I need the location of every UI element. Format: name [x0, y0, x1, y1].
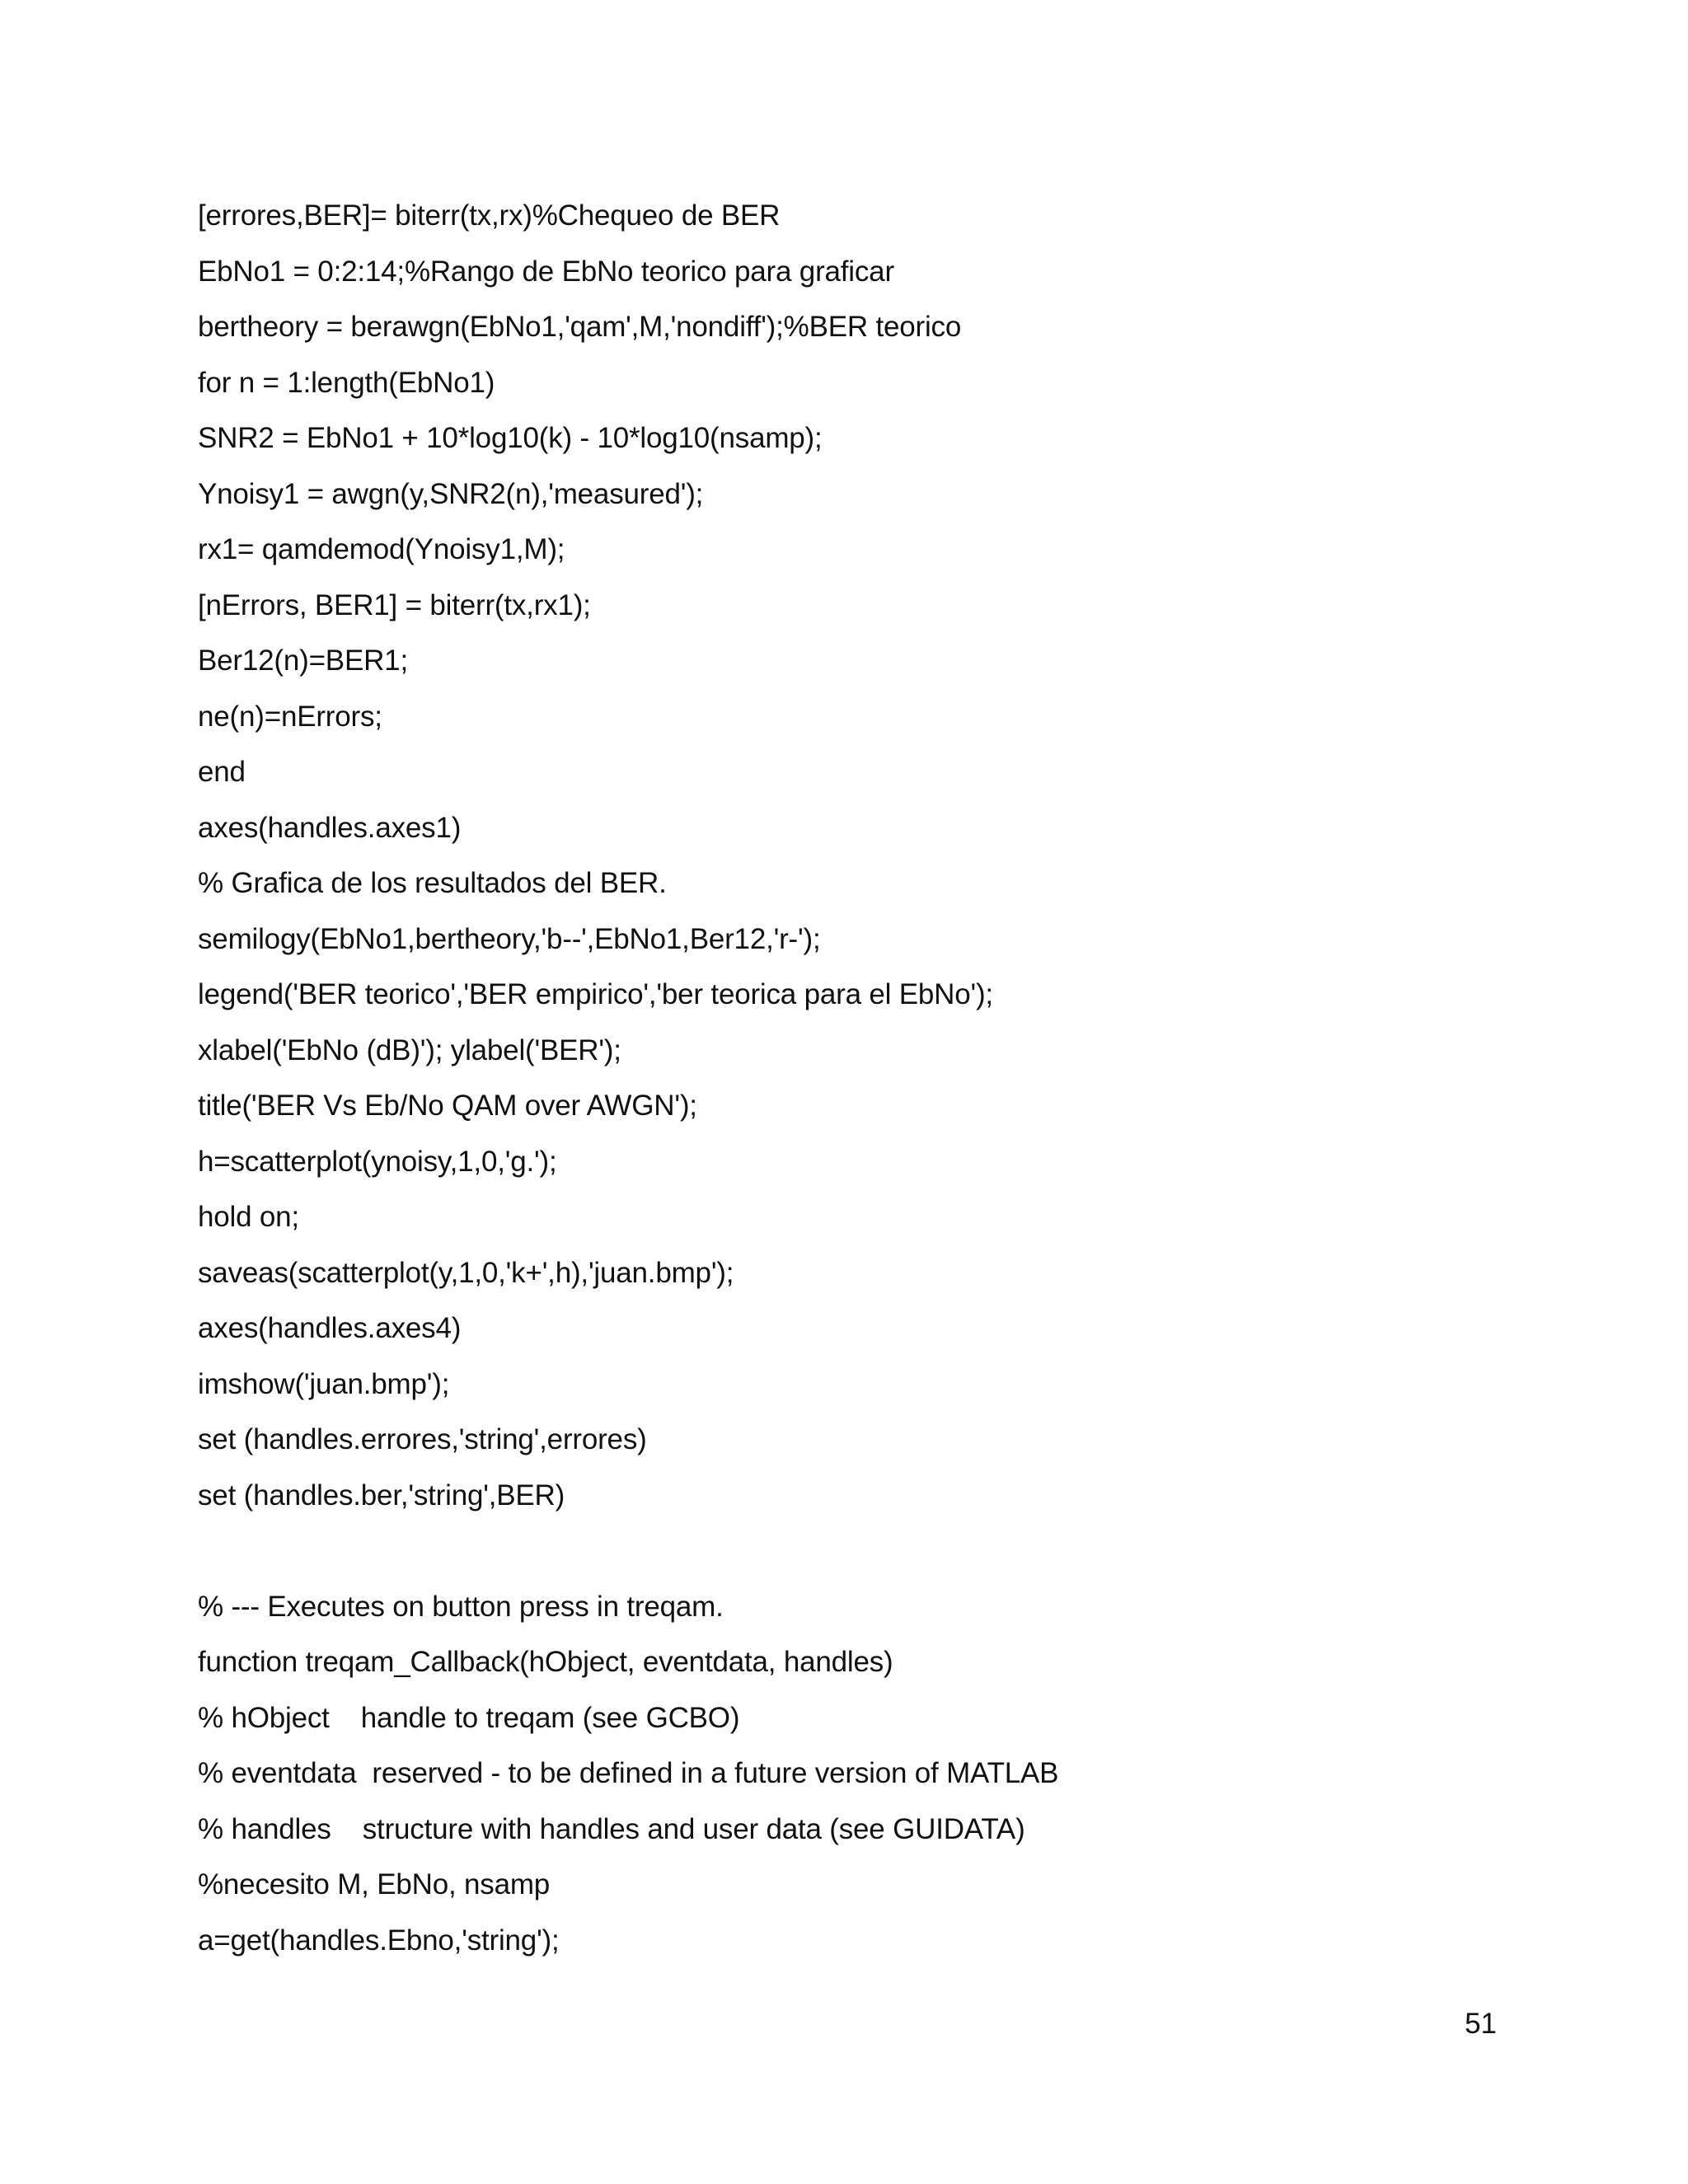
code-line: Ber12(n)=BER1; — [198, 644, 408, 677]
code-line: hold on; — [198, 1201, 299, 1233]
code-line: title('BER Vs Eb/No QAM over AWGN'); — [198, 1090, 697, 1122]
page-number: 51 — [1465, 2008, 1497, 2040]
code-line: semilogy(EbNo1,bertheory,'b--',EbNo1,Ber12,'r-'); — [198, 922, 821, 955]
code-line: axes(handles.axes1) — [198, 811, 462, 844]
code-line: Ynoisy1 = awgn(y,SNR2(n),'measured'); — [198, 477, 704, 510]
code-line: ne(n)=nErrors; — [198, 700, 382, 733]
code-line: xlabel('EbNo (dB)'); ylabel('BER'); — [198, 1033, 621, 1066]
code-line: % handles structure with handles and user data (see GUIDATA) — [198, 1812, 1025, 1845]
code-line: rx1= qamdemod(Ynoisy1,M); — [198, 533, 565, 565]
matlab-code-block — [198, 196, 1484, 1976]
code-line: EbNo1 = 0:2:14;%Rango de EbNo teorico para graficar — [198, 255, 894, 288]
code-line: set (handles.errores,'string',errores) — [198, 1423, 647, 1455]
code-line: set (handles.ber,'string',BER) — [198, 1479, 565, 1511]
code-line: imshow('juan.bmp'); — [198, 1367, 450, 1400]
code-line: h=scatterplot(ynoisy,1,0,'g.'); — [198, 1145, 557, 1178]
code-line: axes(handles.axes4) — [198, 1312, 462, 1344]
code-line: for n = 1:length(EbNo1) — [198, 366, 495, 399]
code-line: % --- Executes on button press in treqam. — [198, 1590, 724, 1623]
code-line: % hObject handle to treqam (see GCBO) — [198, 1701, 740, 1734]
code-line: [nErrors, BER1] = biterr(tx,rx1); — [198, 588, 591, 621]
code-line: legend('BER teorico','BER empirico','ber teorica para el EbNo'); — [198, 978, 993, 1010]
code-line: function treqam_Callback(hObject, eventdata, handles) — [198, 1646, 893, 1678]
code-line: % Grafica de los resultados del BER. — [198, 867, 667, 899]
code-line: bertheory = berawgn(EbNo1,'qam',M,'nondiff');%BER teorico — [198, 311, 962, 343]
blank-line — [198, 1531, 1484, 1587]
code-line: end — [198, 756, 246, 788]
code-line: a=get(handles.Ebno,'string'); — [198, 1924, 560, 1957]
code-line: SNR2 = EbNo1 + 10*log10(k) - 10*log10(nsamp); — [198, 422, 823, 454]
code-line: [errores,BER]= biterr(tx,rx)%Chequeo de BER — [198, 199, 781, 232]
code-line: saveas(scatterplot(y,1,0,'k+',h),'juan.bmp'); — [198, 1256, 734, 1289]
code-line: %necesito M, EbNo, nsamp — [198, 1868, 551, 1900]
code-line: % eventdata reserved - to be defined in a future version of MATLAB — [198, 1757, 1059, 1789]
